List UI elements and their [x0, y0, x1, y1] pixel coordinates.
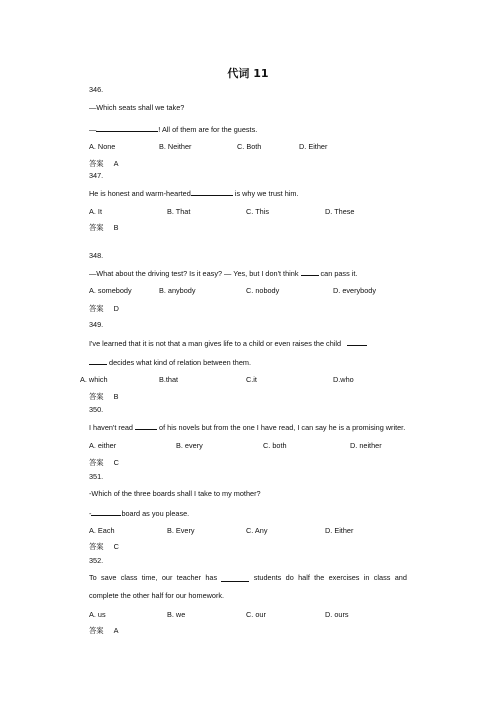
- answer-line: 答案 C: [89, 458, 119, 467]
- question-text: complete the other half for our homework.: [89, 591, 225, 600]
- option-b: B. Every: [167, 526, 195, 535]
- option-d: D. ours: [325, 610, 349, 619]
- page-title: 代词 11: [227, 67, 269, 80]
- option-a: A. us: [89, 610, 106, 619]
- option-a: A. It: [89, 207, 102, 216]
- option-c: C.it: [246, 375, 257, 384]
- option-a: A. somebody: [89, 286, 132, 295]
- answer-blank: [191, 188, 233, 196]
- option-c: C. our: [246, 610, 266, 619]
- option-d: D. everybody: [333, 286, 376, 295]
- option-b: B. anybody: [159, 286, 196, 295]
- option-b: B.that: [159, 375, 179, 384]
- answer-line: 答案 A: [89, 159, 119, 168]
- question-number: 347.: [89, 171, 104, 180]
- option-c: C. This: [246, 207, 269, 216]
- answer-line: 答案 C: [89, 542, 119, 551]
- answer-blank: [221, 574, 249, 582]
- question-number: 350.: [89, 405, 104, 414]
- option-b: B. Neither: [159, 142, 192, 151]
- option-c: C. both: [263, 441, 287, 450]
- option-d: D. neither: [350, 441, 382, 450]
- option-b: B. we: [167, 610, 186, 619]
- answer-line: 答案 B: [89, 392, 119, 401]
- answer-blank: [135, 422, 157, 430]
- option-d: D. Either: [299, 142, 328, 151]
- option-d: D. These: [325, 207, 355, 216]
- question-text: - board as you please.: [89, 509, 190, 518]
- question-text: — ! All of them are for the guests.: [89, 125, 258, 134]
- question-text: I haven't read of his novels but from the one I have read, I can say he is a promising writer.: [89, 423, 406, 432]
- question-number: 348.: [89, 251, 104, 260]
- question-text: decides what kind of relation between them.: [89, 357, 251, 368]
- question-text: —Which seats shall we take?: [89, 103, 185, 112]
- question-number: 351.: [89, 472, 104, 481]
- answer-line: 答案 B: [89, 223, 119, 232]
- answer-blank: [347, 338, 367, 346]
- option-c: C. Any: [246, 526, 268, 535]
- option-b: B. That: [167, 207, 191, 216]
- option-a: A. Each: [89, 526, 115, 535]
- question-text: I've learned that it is not that a man gives life to a child or even raises the child: [89, 338, 367, 349]
- question-text: To save class time, our teacher has students do half the exercises in class and: [89, 573, 407, 582]
- option-b: B. every: [176, 441, 203, 450]
- question-number: 352.: [89, 556, 104, 565]
- option-a: A. None: [89, 142, 116, 151]
- option-d: D. Either: [325, 526, 354, 535]
- option-d: D.who: [333, 375, 354, 384]
- answer-blank: [91, 508, 121, 516]
- option-c: C. Both: [237, 142, 262, 151]
- option-c: C. nobody: [246, 286, 280, 295]
- answer-line: 答案 D: [89, 304, 119, 313]
- option-a: A. either: [89, 441, 117, 450]
- answer-line: 答案 A: [89, 626, 119, 635]
- answer-blank: [96, 124, 158, 132]
- question-number: 346.: [89, 85, 104, 94]
- question-text: —What about the driving test? Is it easy? — Yes, but I don't think can pass it.: [89, 269, 358, 278]
- question-text: -Which of the three boards shall I take to my mother?: [89, 489, 261, 498]
- answer-blank: [89, 357, 107, 365]
- answer-blank: [301, 268, 319, 276]
- question-text: He is honest and warm-hearted is why we trust him.: [89, 189, 299, 198]
- question-number: 349.: [89, 320, 104, 329]
- option-a: A. which: [80, 375, 108, 384]
